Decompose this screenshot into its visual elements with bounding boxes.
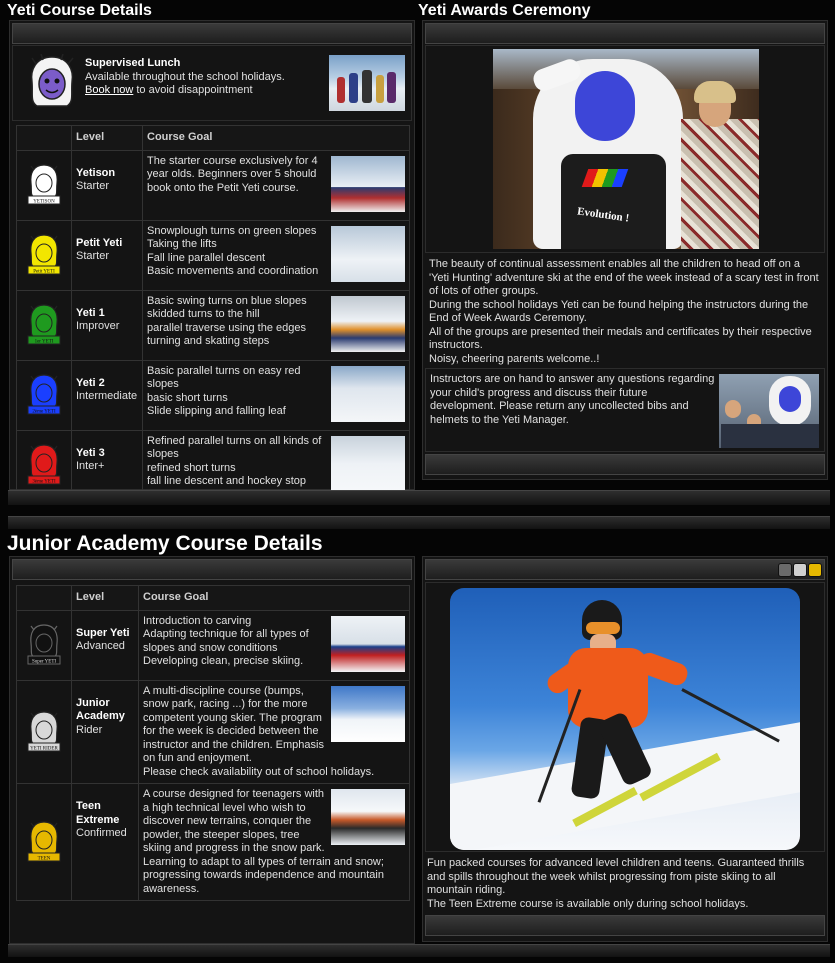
course-goal-cell bbox=[139, 610, 410, 680]
svg-text:1er YETI: 1er YETI bbox=[34, 339, 54, 345]
course-goal-cell bbox=[143, 150, 410, 220]
section-separator bbox=[8, 490, 830, 505]
course-goal-text: Basic parallel turns on easy red slopes basic short turns Slide slipping and falling leaf bbox=[147, 364, 301, 417]
level-badge-cell bbox=[17, 784, 72, 901]
silver-face-icon[interactable] bbox=[793, 563, 807, 577]
awards-panel bbox=[422, 20, 828, 480]
course-goal-text: The starter course exclusively for 4 year olds. Beginners over 5 should book onto the Petit Yeti course. bbox=[147, 154, 318, 194]
svg-text:2ème YETI: 2ème YETI bbox=[32, 409, 56, 415]
level-name: Yetison bbox=[76, 166, 116, 179]
panel-header-bar bbox=[425, 559, 825, 580]
level-grade: Starter bbox=[76, 180, 110, 192]
course-goal-text: Introduction to carving Adapting technique for all types of slopes and snow conditions Developing clean, precise skiing. bbox=[143, 614, 309, 667]
course-goal-text: A course designed for teenagers with a high technical level who wish to discover new terrains, conquer the powder, the steeper slopes, tree skiing and progress in the snow park. Learning to adapt to all types of terrain and snow; progressing towards independence and mountain awareness. bbox=[143, 788, 384, 895]
level-badge-cell bbox=[17, 360, 72, 430]
level-grade: Rider bbox=[76, 723, 103, 736]
level-grade: Improver bbox=[76, 320, 120, 332]
yeti-course-panel bbox=[9, 20, 415, 490]
level-name: Teen Extreme bbox=[76, 800, 120, 826]
level-name: Junior Academy bbox=[76, 696, 125, 722]
level-name-cell bbox=[72, 290, 143, 360]
level-name: Yeti 2 bbox=[76, 376, 105, 389]
table-row bbox=[17, 610, 410, 680]
course-photo bbox=[331, 789, 405, 845]
table-row bbox=[17, 290, 410, 360]
supervised-lunch-cta bbox=[85, 84, 325, 98]
level-name-cell bbox=[72, 680, 139, 784]
panel-header-bar bbox=[425, 23, 825, 44]
level-name-cell bbox=[72, 220, 143, 290]
level-name-cell bbox=[72, 360, 143, 430]
level-badge-cell bbox=[17, 150, 72, 220]
book-now-suffix: to avoid disappointment bbox=[133, 84, 253, 96]
junior-levels-table bbox=[16, 585, 410, 901]
course-goal-cell bbox=[139, 784, 410, 901]
panel-header-bar bbox=[12, 559, 412, 580]
gold-face-icon[interactable] bbox=[808, 563, 822, 577]
book-now-link[interactable]: Book now bbox=[85, 84, 134, 96]
svg-text:TEEN: TEEN bbox=[37, 856, 51, 862]
course-photo bbox=[331, 616, 405, 672]
course-goal-cell bbox=[139, 680, 410, 784]
yeti-badge-icon bbox=[19, 303, 69, 347]
goal-column-header: Course Goal bbox=[143, 126, 410, 151]
svg-text:3ème YETI: 3ème YETI bbox=[32, 479, 56, 485]
level-name: Yeti 3 bbox=[76, 446, 105, 459]
svg-text:Super YETI: Super YETI bbox=[31, 659, 57, 665]
table-row bbox=[17, 784, 410, 901]
yeti-badge-icon bbox=[19, 443, 69, 487]
level-grade: Advanced bbox=[76, 640, 125, 652]
level-name-cell bbox=[72, 150, 143, 220]
level-name: Petit Yeti bbox=[76, 236, 123, 249]
yeti-badge-icon bbox=[19, 820, 69, 864]
yeti-badge-icon bbox=[19, 710, 69, 754]
section-separator bbox=[8, 516, 830, 529]
svg-text:YETISON: YETISON bbox=[33, 199, 55, 205]
table-header-row bbox=[17, 586, 410, 611]
junior-description: Fun packed courses for advanced level children and teens. Guaranteed thrills and spills throughout the week whilst progressing from piste skiing to all mountain riding. The Teen Extreme course is available only during school holidays. bbox=[427, 857, 805, 910]
junior-photo-frame bbox=[425, 582, 825, 852]
level-grade: Inter+ bbox=[76, 460, 105, 472]
tshirt-print: Evolution ! bbox=[576, 205, 630, 225]
junior-photo-panel bbox=[422, 556, 828, 942]
panel-footer-bar bbox=[425, 915, 825, 936]
level-badge-cell bbox=[17, 220, 72, 290]
badge-column-header bbox=[17, 586, 72, 611]
table-row bbox=[17, 360, 410, 430]
table-header-row bbox=[17, 126, 410, 151]
svg-text:YETI RIDER: YETI RIDER bbox=[30, 746, 58, 752]
supervised-lunch-heading: Supervised Lunch bbox=[85, 57, 181, 69]
level-name: Yeti 1 bbox=[76, 306, 105, 319]
level-column-header: Level bbox=[72, 586, 139, 611]
panel-header-bar bbox=[12, 23, 412, 44]
level-grade: Intermediate bbox=[76, 390, 138, 402]
supervised-lunch-line: Available throughout the school holidays. bbox=[85, 70, 285, 83]
grey-face-icon[interactable] bbox=[778, 563, 792, 577]
table-row bbox=[17, 220, 410, 290]
awards-photo-frame bbox=[425, 45, 825, 253]
course-photo bbox=[331, 366, 405, 422]
level-grade: Starter bbox=[76, 250, 110, 262]
lunch-photo bbox=[329, 55, 405, 111]
yeti-mascot-icon bbox=[27, 54, 77, 110]
yeti-levels-table bbox=[16, 125, 410, 501]
instructors-photo bbox=[719, 374, 819, 448]
level-name-cell bbox=[72, 610, 139, 680]
course-photo bbox=[331, 156, 405, 212]
course-photo bbox=[331, 296, 405, 352]
table-row bbox=[17, 680, 410, 784]
table-row bbox=[17, 150, 410, 220]
level-name-cell bbox=[72, 784, 139, 901]
course-photo bbox=[331, 686, 405, 742]
course-goal-cell bbox=[143, 360, 410, 430]
badge-column-header bbox=[17, 126, 72, 151]
course-photo bbox=[331, 226, 405, 282]
junior-academy-title: Junior Academy Course Details bbox=[7, 532, 323, 555]
instructors-box bbox=[425, 368, 825, 452]
level-name: Super Yeti bbox=[76, 626, 130, 639]
yeti-badge-icon bbox=[19, 163, 69, 207]
panel-footer-bar bbox=[425, 454, 825, 475]
junior-skier-photo bbox=[450, 588, 800, 850]
awards-description: The beauty of continual assessment enables all the children to head off on a 'Yeti Hunting' adventure ski at the end of the week instead of a scary test in front of lots of other groups. During the school holidays Yeti can be found helping the instructors during the End of Week Awards Ceremony. All of the groups are presented their medals and certificates by their respective instructors. Noisy, cheering parents welcome..! bbox=[429, 258, 819, 365]
yeti-course-title: Yeti Course Details bbox=[7, 2, 152, 19]
awards-photo bbox=[493, 49, 759, 249]
course-goal-cell bbox=[143, 290, 410, 360]
level-badge-cell bbox=[17, 610, 72, 680]
goal-column-header: Course Goal bbox=[139, 586, 410, 611]
level-column-header: Level bbox=[72, 126, 143, 151]
instructors-text: Instructors are on hand to answer any questions regarding your child's progress and discuss their future development. Please return any uncollected bibs and helmets to the Yeti Manager. bbox=[430, 373, 715, 426]
level-grade: Confirmed bbox=[76, 827, 127, 839]
course-goal-text: Basic swing turns on blue slopes skidded turns to the hill parallel traverse using the edges turning and skating steps bbox=[147, 294, 307, 347]
svg-text:Petit YETI: Petit YETI bbox=[33, 269, 55, 275]
yeti-badge-icon bbox=[19, 623, 69, 667]
course-goal-text: A multi-discipline course (bumps, snow park, racing ...) for the more competent young skier. The program for the week is decided between the instructor and the children. Emphasis on fun and enjoyment. Please check availability out of school holidays. bbox=[143, 684, 375, 778]
junior-course-panel bbox=[9, 556, 415, 944]
yeti-badge-icon bbox=[19, 233, 69, 277]
course-photo bbox=[331, 436, 405, 492]
course-goal-text: Refined parallel turns on all kinds of slopes refined short turns fall line descent and hockey stop bbox=[147, 434, 322, 487]
course-goal-text: Snowplough turns on green slopes Taking the lifts Fall line parallel descent Basic movements and coordination bbox=[147, 224, 319, 277]
supervised-lunch bbox=[12, 45, 412, 121]
yeti-badge-icon bbox=[19, 373, 69, 417]
level-badge-cell bbox=[17, 680, 72, 784]
section-separator bbox=[8, 944, 830, 957]
level-badge-cell bbox=[17, 290, 72, 360]
course-goal-cell bbox=[143, 220, 410, 290]
awards-title: Yeti Awards Ceremony bbox=[418, 2, 591, 19]
